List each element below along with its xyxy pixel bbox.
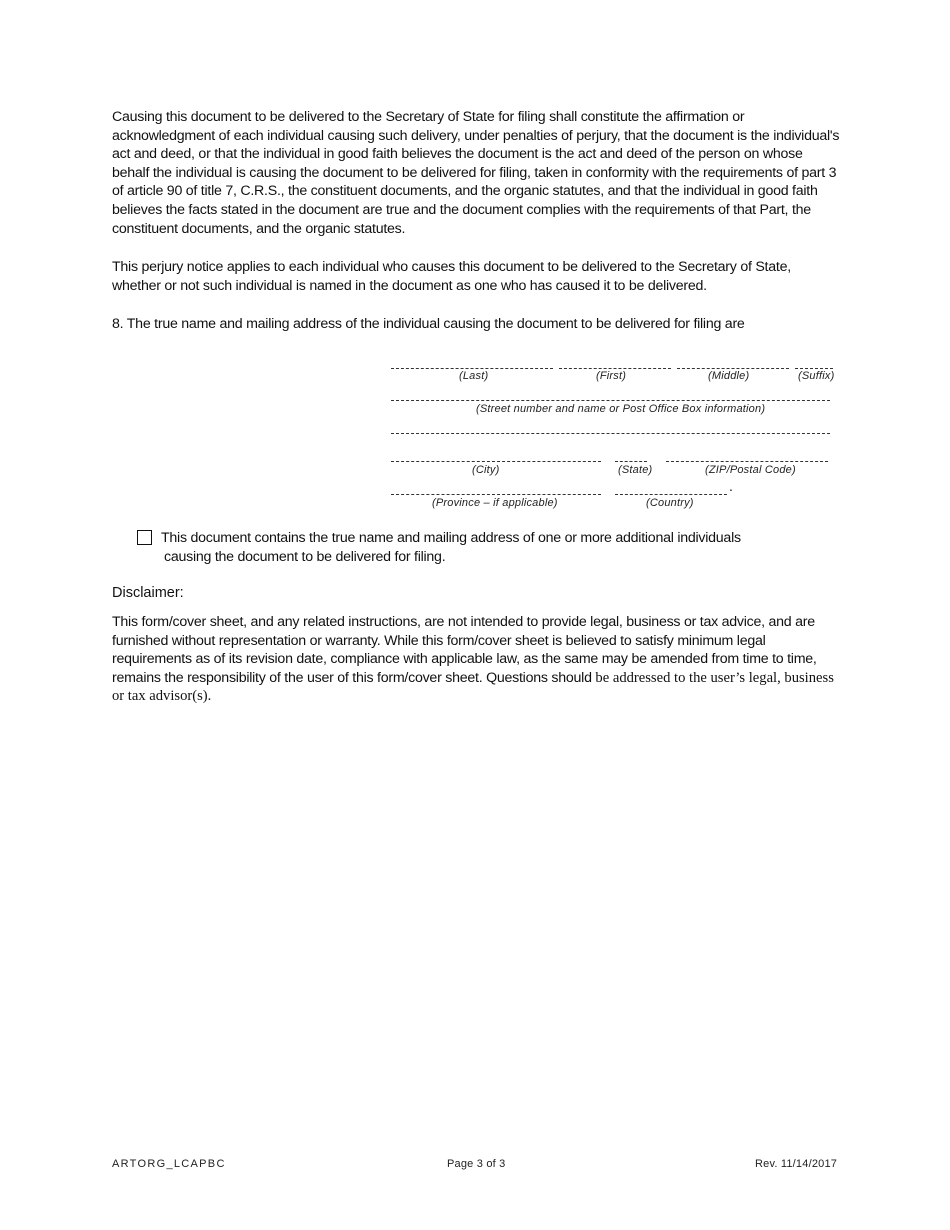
street-field[interactable] — [391, 400, 830, 401]
affirmation-paragraph: Causing this document to be delivered to the Secretary of State for filing shall constitute the affirmation or acknowledgment of each individual causing such delivery, under penalties of perjury, that the document is the individual's act and deed, or that the individual in good faith believes the document is the act and deed of the person on whose behalf the individual is causing the document to be delivered for filing, taken in conformity with the requirements of part 3 of article 90 of title 7, C.R.S., the constituent documents, and the organic statutes, and that the individual in good faith believes the facts stated in the document are true and the document complies with the requirements of that Part, the constituent documents, and the organic statutes. — [112, 109, 840, 237]
disclaimer-heading: Disclaimer: — [112, 585, 184, 601]
middle-name-field[interactable] — [677, 368, 789, 369]
state-field[interactable] — [615, 461, 647, 462]
additional-line-1: This document contains the true name and mailing address of one or more additional individuals — [161, 530, 741, 546]
province-label: (Province – if applicable) — [432, 497, 558, 509]
state-label: (State) — [618, 464, 653, 476]
first-name-field[interactable] — [559, 368, 671, 369]
suffix-field[interactable] — [795, 368, 833, 369]
street-label: (Street number and name or Post Office Box information) — [476, 403, 766, 415]
first-label: (First) — [596, 370, 627, 382]
country-label: (Country) — [646, 497, 694, 509]
additional-line-2: causing the document to be delivered for filing. — [164, 548, 446, 565]
disclaimer-last-line: be addressed to the user’s legal, business or tax advisor(s). — [112, 669, 834, 705]
city-label: (City) — [472, 464, 500, 476]
additional-individuals-checkbox[interactable] — [137, 530, 152, 545]
item-8-text: 8. The true name and mailing address of the individual causing the document to be delivered for filing are — [112, 316, 745, 332]
country-end-dot: . — [729, 478, 733, 494]
perjury-notice: This perjury notice applies to each individual who causes this document to be delivered to the Secretary of State, whether or not such individual is named in the document as one who has caused it to be delivered. — [112, 259, 791, 294]
page-number: Page 3 of 3 — [447, 1158, 506, 1170]
province-field[interactable] — [391, 494, 601, 495]
middle-label: (Middle) — [708, 370, 750, 382]
disclaimer-text — [112, 613, 842, 706]
form-code: ARTORG_LCAPBC — [112, 1158, 226, 1170]
revision-date: Rev. 11/14/2017 — [755, 1158, 838, 1170]
city-field[interactable] — [391, 461, 601, 462]
zip-label: (ZIP/Postal Code) — [705, 464, 796, 476]
country-field[interactable] — [615, 494, 727, 495]
additional-individuals-text — [161, 529, 841, 566]
zip-field[interactable] — [666, 461, 828, 462]
disclaimer-main: This form/cover sheet, and any related instructions, are not intended to provide legal, business or tax advice, and are furnished without representation or warranty. While this form/cover sheet is believed to satisfy minimum legal requirements as of its revision date, compliance with applicable law, as the same may be amended from time to time, remains the responsibility of the user of this form/cover sheet. Questions should — [112, 614, 817, 686]
suffix-label: (Suffix) — [798, 370, 835, 382]
last-label: (Last) — [459, 370, 489, 382]
street-line-2-field[interactable] — [391, 433, 830, 434]
last-name-field[interactable] — [391, 368, 553, 369]
